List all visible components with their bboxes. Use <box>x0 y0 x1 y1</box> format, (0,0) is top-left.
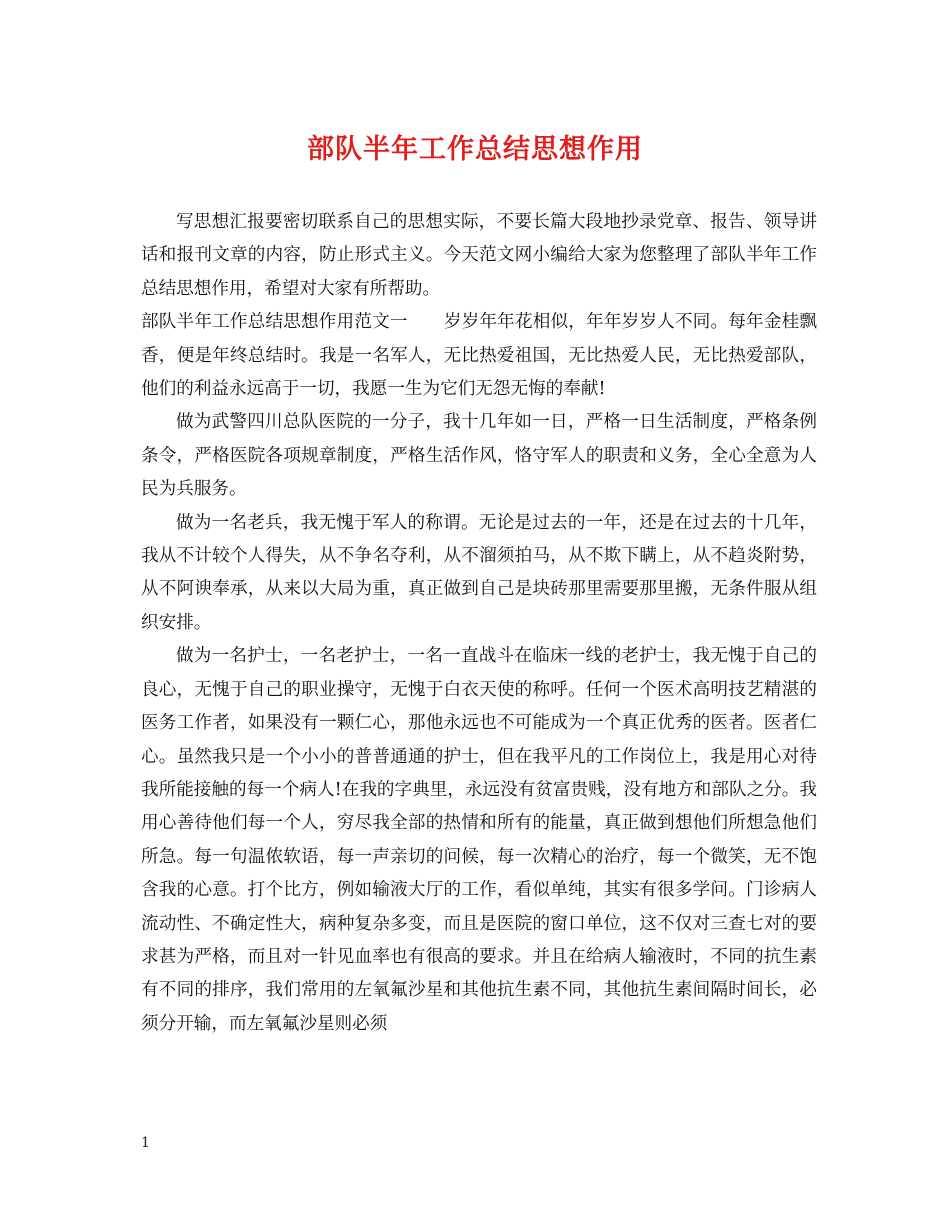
paragraph-sample-one <box>141 306 817 406</box>
sample-text: 岁岁年年花相似，年年岁岁人不同。每年金桂飘香，便是年终总结时。我是一名军人，无比热爱祖国，无比热爱人民，无比热爱部队，他们的利益永远高于一切，我愿一生为它们无怨无悔的奉献! <box>141 312 817 400</box>
paragraph-veteran: 做为一名老兵，我无愧于军人的称谓。无论是过去的一年，还是在过去的十几年，我从不计较个人得失，从不争名夺利，从不溜须拍马，从不欺下瞒上，从不趋炎附势，从不阿谀奉承，从来以大局为重，真正做到自己是块砖那里需要那里搬，无条件服从组织安排。 <box>141 512 817 633</box>
paragraph-hospital: 做为武警四川总队医院的一分子，我十几年如一日，严格一日生活制度，严格条例条令，严格医院各项规章制度，严格生活作风，恪守军人的职责和义务，全心全意为人民为兵服务。 <box>141 412 817 500</box>
document-body <box>141 206 817 1041</box>
sample-heading: 部队半年工作总结思想作用范文一 <box>141 312 408 333</box>
document-title: 部队半年工作总结思想作用 <box>307 134 643 165</box>
paragraph-intro: 写思想汇报要密切联系自己的思想实际，不要长篇大段地抄录党章、报告、领导讲话和报刊文章的内容，防止形式主义。今天范文网小编给大家为您整理了部队半年工作总结思想作用，希望对大家有所帮助。 <box>141 212 817 299</box>
page-number: 1 <box>141 1135 150 1151</box>
paragraph-nurse: 做为一名护士，一名老护士，一名一直战斗在临床一线的老护士，我无愧于自己的良心，无愧于自己的职业操守，无愧于白衣天使的称呼。任何一个医术高明技艺精湛的医务工作者，如果没有一颗仁心，那他永远也不可能成为一个真正优秀的医者。医者仁心。虽然我只是一个小小的普普通通的护士，但在我平凡的工作岗位上，我是用心对待我所能接触的每一个病人!在我的字典里，永远没有贫富贵贱，没有地方和部队之分。我用心善待他们每一个人，穷尽我全部的热情和所有的能量，真正做到想他们所想急他们所急。每一句温侬软语，每一声亲切的问候，每一次精心的治疗，每一个微笑，无不饱含我的心意。打个比方，例如输液大厅的工作，看似单纯，其实有很多学问。门诊病人流动性、不确定性大，病种复杂多变，而且是医院的窗口单位，这不仅对三查七对的要求甚为严格，而且对一针见血率也有很高的要求。并且在给病人输液时，不同的抗生素有不同的排序，我们常用的左氧氟沙星和其他抗生素不同，其他抗生素间隔时间长，必须分开输，而左氧氟沙星则必须 <box>141 646 817 1034</box>
